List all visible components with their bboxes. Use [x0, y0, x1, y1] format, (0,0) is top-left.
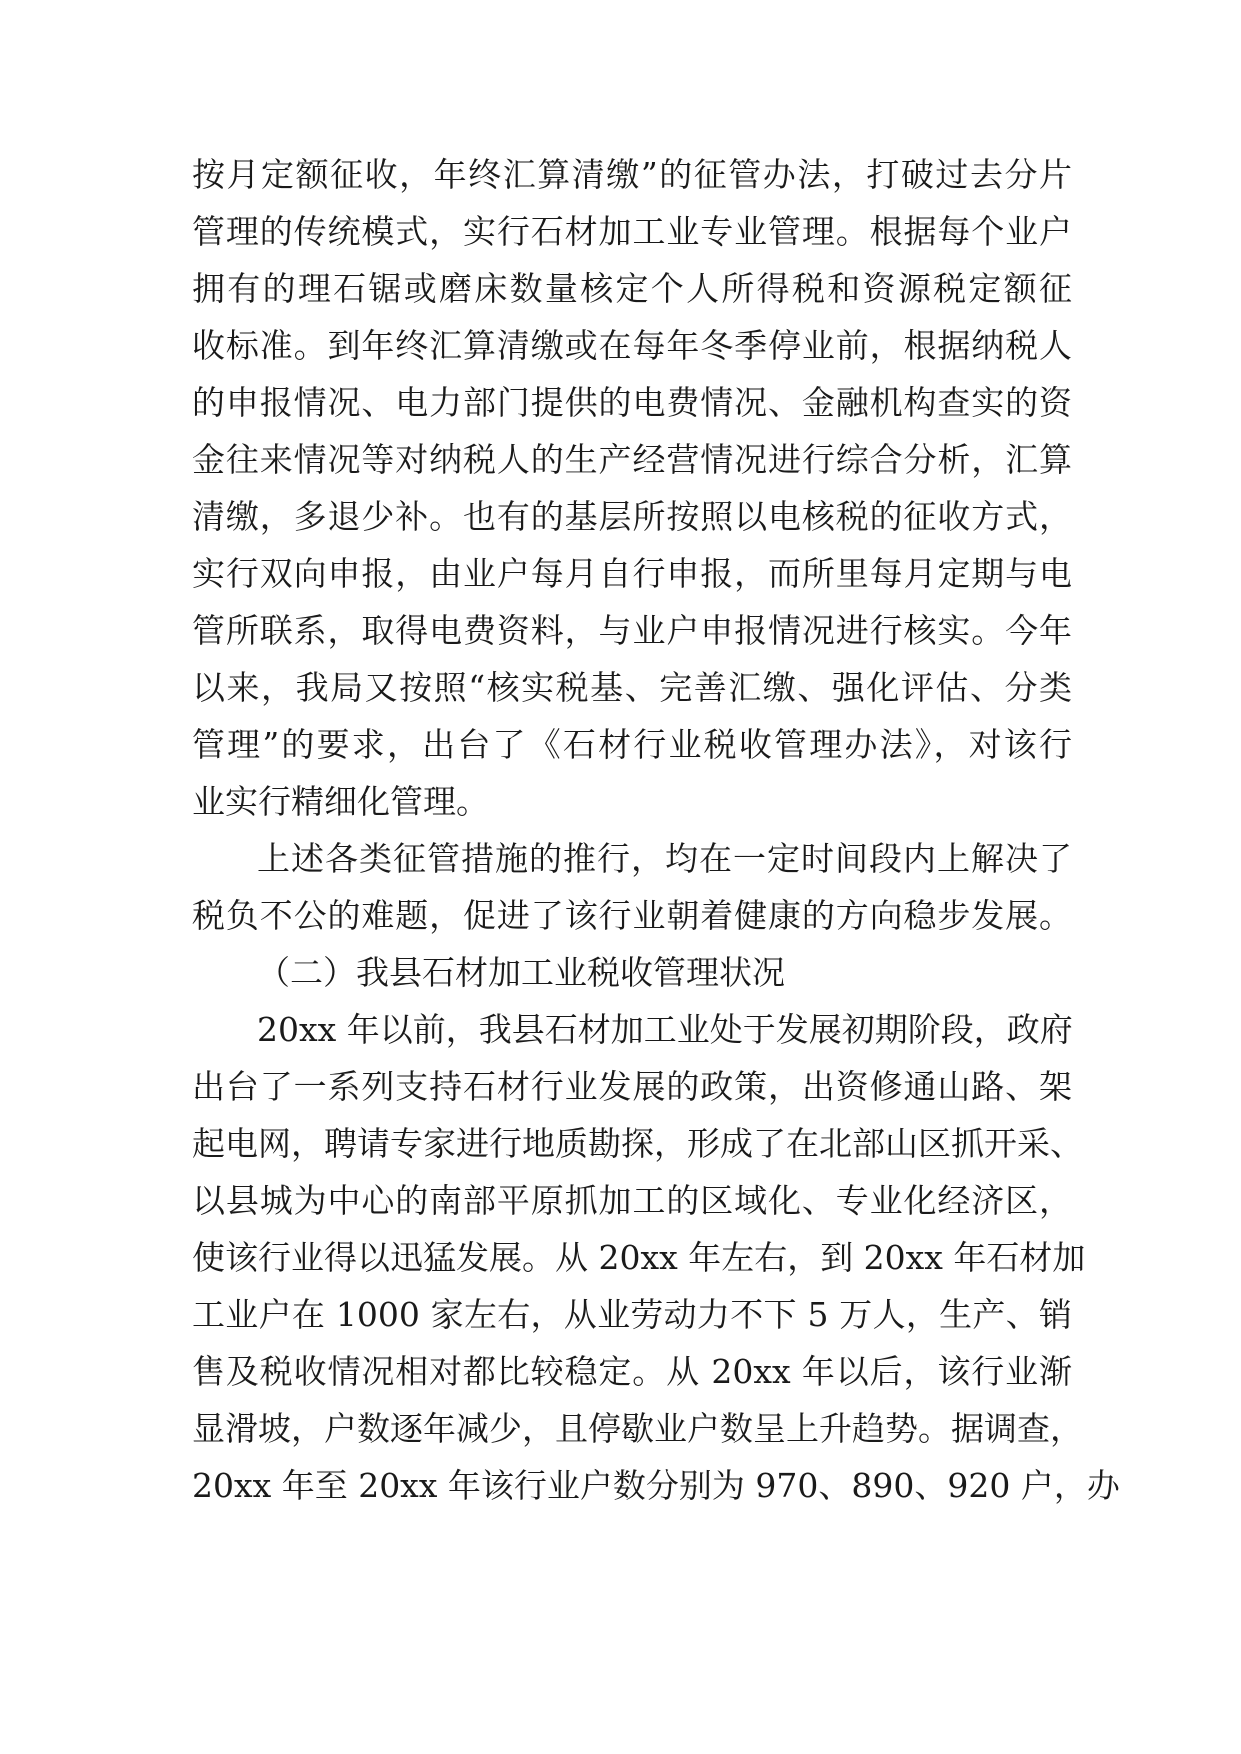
- text-line: 工业户在 1000 家左右，从业劳动力不下 5 万人，生产、销: [192, 1295, 1072, 1334]
- paragraph-first-line: 20xx 年以前，我县石材加工业处于发展初期阶段，政府: [257, 1010, 1073, 1049]
- text-line: 使该行业得以迅猛发展。从 20xx 年左右，到 20xx 年石材加: [192, 1238, 1086, 1277]
- text-line: 20xx 年至 20xx 年该行业户数分别为 970、890、920 户，办: [192, 1466, 1120, 1505]
- text-line: 以来，我局又按照“核实税基、完善汇缴、强化评估、分类: [192, 668, 1072, 707]
- text-line: 以县城为中心的南部平原抓加工的区域化、专业化经济区，: [192, 1181, 1072, 1220]
- text-line: 拥有的理石锯或磨床数量核定个人所得税和资源税定额征: [192, 269, 1072, 308]
- text-line: 售及税收情况相对都比较稳定。从 20xx 年以后，该行业渐: [192, 1352, 1072, 1391]
- text-line: 出台了一系列支持石材行业发展的政策，出资修通山路、架: [192, 1067, 1072, 1106]
- text-line: 税负不公的难题，促进了该行业朝着健康的方向稳步发展。: [192, 896, 1072, 935]
- text-line: 收标准。到年终汇算清缴或在每年冬季停业前，根据纳税人: [192, 326, 1072, 365]
- text-line: 显滑坡，户数逐年减少，且停歇业户数呈上升趋势。据调查，: [192, 1409, 1083, 1448]
- text-line: 的申报情况、电力部门提供的电费情况、金融机构查实的资: [192, 383, 1072, 422]
- text-line: 实行双向申报，由业户每月自行申报，而所里每月定期与电: [192, 554, 1072, 593]
- text-line: 按月定额征收，年终汇算清缴”的征管办法，打破过去分片: [192, 155, 1072, 194]
- text-line: 管理的传统模式，实行石材加工业专业管理。根据每个业户: [192, 212, 1072, 251]
- paragraph-first-line: 上述各类征管措施的推行，均在一定时间段内上解决了: [257, 839, 1072, 878]
- text-line: 业实行精细化管理。: [192, 782, 489, 821]
- section-heading: （二）我县石材加工业税收管理状况: [257, 953, 785, 992]
- text-line: 管所联系，取得电费资料，与业户申报情况进行核实。今年: [192, 611, 1072, 650]
- text-line: 起电网，聘请专家进行地质勘探，形成了在北部山区抓开采、: [192, 1124, 1083, 1163]
- text-line: 金往来情况等对纳税人的生产经营情况进行综合分析，汇算: [192, 440, 1072, 479]
- text-line: 管理”的要求，出台了《石材行业税收管理办法》，对该行: [192, 725, 1072, 764]
- text-line: 清缴，多退少补。也有的基层所按照以电核税的征收方式，: [192, 497, 1072, 536]
